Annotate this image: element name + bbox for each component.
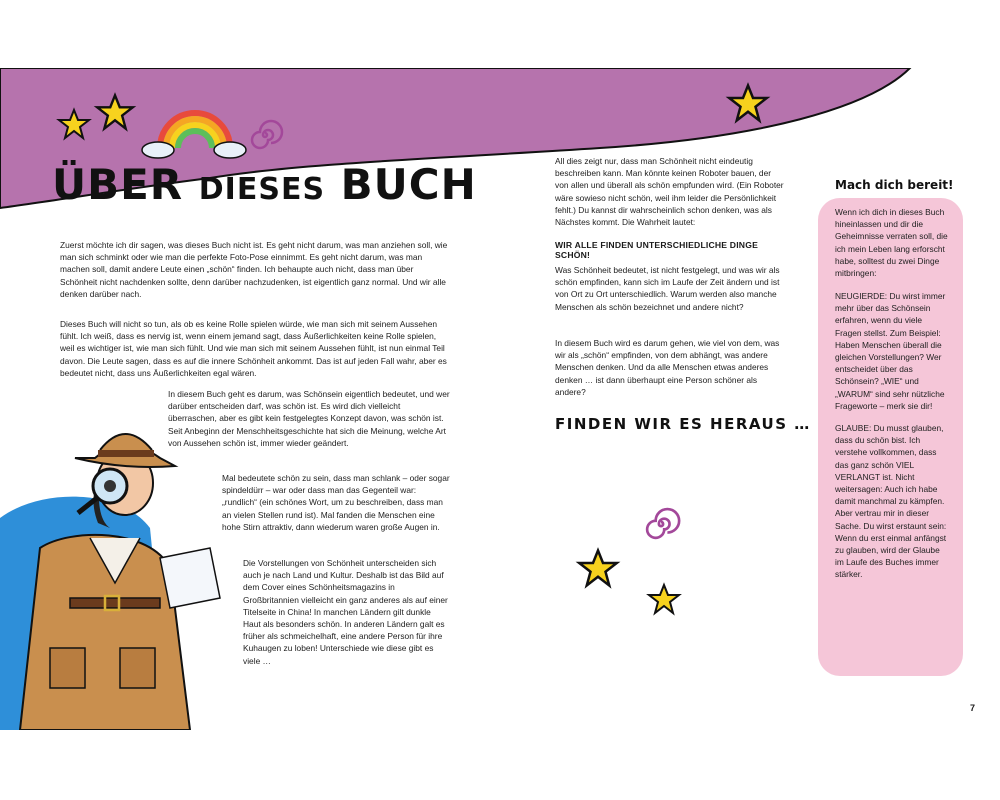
star-icon [648,583,680,615]
rainbow-icon [140,88,250,158]
right-heading: WIR ALLE FINDEN UNTERSCHIEDLICHE DINGE SCHÖN! [555,240,759,260]
right-paragraph-2: Was Schönheit bedeutet, ist nicht festgelegt, und was wir als schön empfinden, kann sich im Laufe der Zeit ändern und ist von Ort zu Ort unterschiedlich. Warum werden also manche Menschen als schön bezeichnet und andere nicht? [555,265,780,312]
star-icon [728,83,768,123]
right-paragraph-3: In diesem Buch wird es darum gehen, wie viel von dem, was wir als „schön“ empfinden, von dem abhängt, was andere Menschen denken. Und da alle Menschen etwas anderes denken … ist dann überhaupt eine Person schöner als andere? [555,338,780,397]
left-paragraph-4: Mal bedeutete schön zu sein, dass man schlank – oder sogar spindeldürr – war oder dass man das Gegenteil war: „rundlich“ (ein schönes Wort, um zu beschreiben, dass man an vielen Stellen rund ist). Mal fanden die Menschen eine hohe Stirn attraktiv, dann wiederum waren große Augen in. [222,473,450,532]
page-number: 7 [970,703,976,713]
box-paragraph-2: NEUGIERDE: Du wirst immer mehr über das Schönsein erfahren, wenn du viele Fragen stellst. Zum Beispiel: Haben Menschen überall die gleichen Vorstellungen? Wer entscheidet über das Schönsein? „WIE“ und „WARUM“ sind sehr nützliche Frageworte – merk sie dir! [835,291,946,411]
left-paragraph-2: Dieses Buch will nicht so tun, als ob es keine Rolle spielen würde, wie man sich mit seinem Aussehen fühlt. Ich weiß, dass es nervig ist, wenn einem jemand sagt, dass Äußerlichkeiten keine Rolle spielen, weil es wichtiger ist, wie man sich fühlt. Und wie man sich mit seinem Aussehen fühlt, ist nun einmal Teil davon. Die Leute sagen, dass es auf die innere Schönheit ankommt. Das ist auf jeden Fall wahr, aber es bedeutet nicht, dass uns Äußerlichkeiten egal wären. [60,319,447,378]
star-icon [96,93,134,131]
left-paragraph-3: In diesem Buch geht es darum, was Schönsein eigentlich bedeutet, und wer darüber entscheiden darf, was schön ist. Es wird dich vielleicht überraschen, aber es gibt kein festgelegtes Konzept davon, was schön ist. Seit Anbeginn der Menschheitsgeschichte hat sich die Meinung, welche Art von Aussehen schön ist, immer wieder geändert. [168,389,450,448]
left-paragraph-1: Zuerst möchte ich dir sagen, was dieses Buch nicht ist. Es geht nicht darum, was man anziehen soll, wie man sich schminkt oder wie man die perfekte Foto-Pose einnimmt. Es geht nicht darum, was man machen soll, damit andere Leute einen „schön“ finden. Ich behaupte auch nicht, dass man über Schönheit nicht nachdenken sollte, denn darüber nachzudenken, ist eigentlich ganz normal. Und wir alle denken darüber nach. [60,240,448,299]
finden-heading: FINDEN WIR ES HERAUS … [555,415,811,433]
spiral-icon [250,120,280,150]
spiral-icon [645,508,677,540]
left-paragraph-5: Die Vorstellungen von Schönheit unterscheiden sich auch je nach Land und Kultur. Deshalb ist das Bild auf dem Cover eines Schönheitsmagazins in Großbritannien vielleicht ein ganz anderes als auf einer Titelseite in China! In manchen Ländern gilt dunkle Haut als besonders schön. In anderen Ländern galt es früher als schmeichelhaft, eine andere Person für ihre Kuhaugen zu loben! Unterschiede wie diese gibt es viele … [243,558,448,666]
box-title: Mach dich bereit! [835,178,954,192]
box-paragraph-3: GLAUBE: Du musst glauben, dass du schön bist. Ich verstehe vollkommen, dass das ganz schön VIEL VERLANGT ist. Nicht weitersagen: Auch ich habe damit manchmal zu kämpfen. Aber vertrau mir in dieser Sache. Du wirst erstaunt sein: Wenn du erst einmal anfängst zu glauben, wird der Glaube im Laufe des Buches immer stärker. [835,423,947,580]
star-icon [578,548,618,588]
page-title [52,160,477,209]
box-paragraph-1: Wenn ich dich in dieses Buch hineinlassen und dir die Geheimnisse verraten soll, die ich mein Leben lang erforscht habe, solltest du zwei Dinge mitbringen: [835,207,948,279]
title-word-2: DIESES [198,172,326,207]
right-paragraph-1: All dies zeigt nur, dass man Schönheit nicht eindeutig beschreiben kann. Man könnte keinen Roboter bauen, der von allen und überall als schön empfunden wird. (Ein Roboter wäre sowieso nicht schön, weil ihm leider die Persönlichkeit fehlt.) Du kannst dir wahrscheinlich schon denken, was als Nächstes kommt. Die Wahrheit lautet: [555,156,784,228]
title-word-1: ÜBER [52,160,184,209]
star-icon [58,108,90,140]
title-word-3: BUCH [340,160,477,209]
